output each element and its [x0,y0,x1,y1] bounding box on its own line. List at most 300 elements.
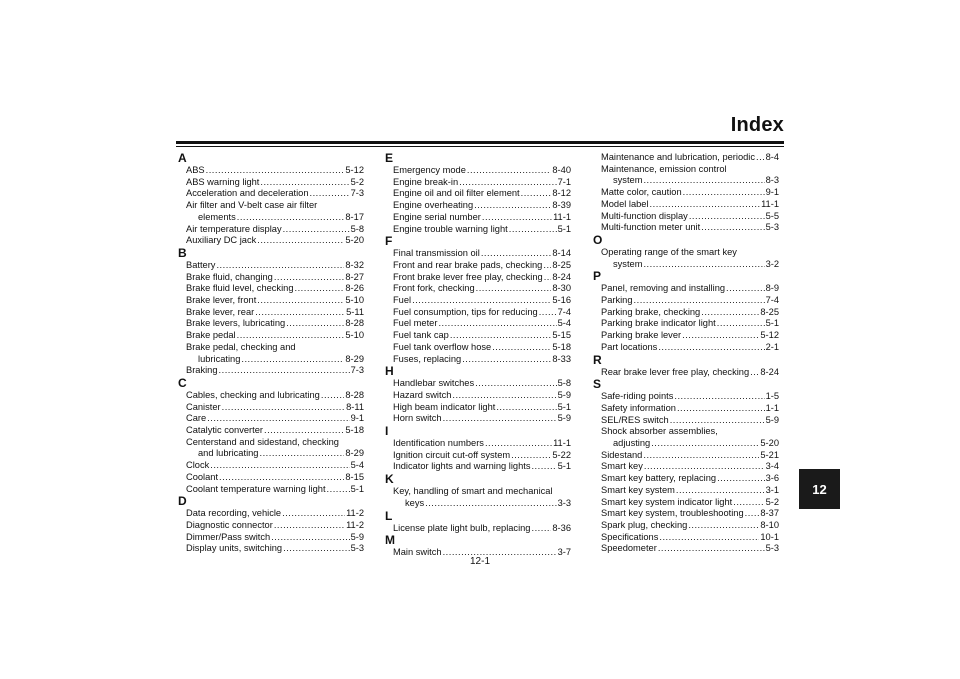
index-letter-heading: S [593,377,602,392]
index-entry-line [601,283,779,295]
index-entry-line [186,425,364,437]
dot-leader [658,342,764,354]
index-entry-text: Spark plug, checking [601,519,688,530]
dot-leader [286,318,344,330]
index-entry [593,247,779,270]
index-entry-line [601,342,779,354]
index-entry [593,152,779,164]
index-entry-line [601,391,779,403]
index-entry-text: Front and rear brake pads, checking [393,259,543,270]
index-entry-line [393,413,571,425]
index-entry-page[interactable]: 11-2 [346,508,364,519]
index-entry-text: Ignition circuit cut-off system [393,449,511,460]
index-entry-page[interactable]: 5-1 [557,461,571,472]
index-entry-text: Fuel meter [393,318,438,329]
index-entry-line [393,307,571,319]
index-entry-line [393,224,571,236]
index-entry-line [393,486,571,498]
index-entry-line [601,403,779,415]
dot-leader [634,295,765,307]
dot-leader [459,177,556,189]
index-entry-text: Auxiliary DC jack [186,235,257,246]
index-entry [593,283,779,295]
index-entry-text: adjusting [613,438,651,449]
index-entry-line [186,508,364,520]
index-entry-page[interactable]: 3-3 [557,497,571,508]
index-entry-text: Coolant [186,471,219,482]
index-entry-line [393,378,571,390]
index-entry-text: Data recording, vehicle [186,508,282,519]
dot-leader [237,212,345,224]
index-entry-text: Safety information [601,402,676,413]
dot-leader [237,330,345,342]
dot-leader [745,508,760,520]
index-entry-text: Horn switch [393,413,442,424]
index-entry-page[interactable]: 5-12 [345,165,364,175]
dot-leader [222,402,345,414]
index-entry-page[interactable]: 5-10 [345,330,364,341]
index-entry-page[interactable]: 5-9 [557,413,571,424]
index-entry [593,508,779,520]
dot-leader [412,295,551,307]
dot-leader [717,473,765,485]
dot-leader [474,200,551,212]
index-entry-line [601,175,779,187]
index-entry-line [186,212,364,224]
index-entry-text: Multi-function display [601,210,688,221]
index-entry-page[interactable]: 1-5 [765,391,779,402]
index-entry [178,295,364,307]
index-entry-line [601,532,779,544]
index-entry [178,330,364,342]
index-entry-text: Brake levers, lubricating [186,318,286,329]
index-letter-heading: K [385,472,394,487]
index-letter-heading: H [385,364,394,379]
dot-leader [750,367,759,379]
index-entry-text: Engine trouble warning light [393,223,508,234]
index-entry [178,390,364,402]
index-entry-page[interactable]: 5-5 [765,210,779,221]
index-entry-page[interactable]: 5-11 [346,306,364,317]
index-entry-text: Smart key system, troubleshooting [601,508,744,519]
index-entry [593,342,779,354]
index-entry-page[interactable]: 8-24 [552,271,571,282]
index-entry-page[interactable]: 5-4 [557,318,571,329]
dot-leader [726,283,765,295]
index-entry-page[interactable]: 5-10 [345,295,364,306]
dot-leader [531,461,556,473]
dot-leader [462,354,551,366]
index-entry-line [186,260,364,272]
index-entry [178,472,364,484]
dot-leader [539,307,557,319]
index-entry-page[interactable]: 8-27 [345,271,364,282]
index-entry-page[interactable]: 8-14 [552,248,571,259]
dot-leader [282,508,345,520]
index-letter-heading: B [178,245,187,260]
index-entry-text: Air filter and V-belt case air filter [186,200,318,211]
index-entry-page[interactable]: 11-2 [346,519,364,530]
index-entry-line [393,354,571,366]
index-entry [385,260,571,272]
index-entry-text: Parking brake lever [601,330,682,341]
dot-leader [733,497,764,509]
index-entry-line [393,402,571,414]
index-entry-text: SEL/RES switch [601,414,669,425]
index-entry [178,307,364,319]
index-entry-page[interactable]: 5-9 [765,414,779,425]
index-entry-page[interactable]: 5-3 [765,222,779,233]
index-entry-page[interactable]: 3-7 [557,547,571,558]
index-entry-line [393,283,571,295]
index-entry-page[interactable]: 9-1 [765,187,779,198]
index-entry-line [393,461,571,473]
dot-leader [450,330,552,342]
index-entry-page[interactable]: 7-1 [557,176,571,187]
index-entry [178,460,364,472]
index-letter-heading: M [385,533,395,548]
dot-leader [509,224,557,236]
index-entry-text: Panel, removing and installing [601,283,726,294]
dot-leader [676,485,765,497]
index-entry-line [186,342,364,354]
index-entry-page[interactable]: 10-1 [760,531,779,542]
dot-leader [206,165,345,177]
index-entry [593,391,779,403]
index-entry-page[interactable]: 8-28 [345,318,364,329]
index-entry [385,402,571,414]
dot-leader [650,199,761,211]
index-entry [385,450,571,462]
index-entry-line [601,307,779,319]
index-entry-line [186,390,364,402]
index-entry-page[interactable]: 3-6 [765,473,779,484]
dot-leader [482,212,552,224]
index-entry-page[interactable]: 8-36 [552,522,571,533]
index-entry [593,330,779,342]
index-entry-line [186,177,364,189]
index-entry-text: ABS [186,165,205,175]
index-entry [178,342,364,365]
index-entry-page[interactable]: 9-1 [350,413,364,424]
index-entry [385,413,571,425]
index-entry-page[interactable]: 5-3 [765,543,779,554]
index-entry-line [601,222,779,234]
index-entry [593,450,779,462]
index-entry [593,426,779,449]
index-entry-page[interactable]: 5-1 [765,318,779,329]
index-entry-line [601,543,779,555]
index-entry-line [186,365,364,377]
index-entry-text: Fuses, replacing [393,353,462,364]
index-letter-heading: D [178,494,187,509]
index-entry-text: ABS warning light [186,176,260,187]
index-entry-page[interactable]: 7-3 [350,365,364,376]
index-entry-page[interactable]: 5-1 [350,483,364,494]
index-entry-page[interactable]: 5-22 [552,449,571,460]
index-entry-line [601,247,779,259]
index-entry [593,164,779,187]
index-entry [593,211,779,223]
index-entry-line [601,318,779,330]
dot-leader [643,259,764,271]
dot-leader [283,224,350,236]
index-entry-text: Parking [601,295,633,306]
index-entry-line [601,295,779,307]
index-entry-text: Canister [186,401,221,412]
index-entry-page[interactable]: 1-1 [765,402,779,413]
index-entry [178,437,364,460]
index-entry-page[interactable]: 11-1 [553,438,571,449]
index-entry [178,413,364,425]
index-entry-page[interactable]: 5-8 [350,223,364,234]
dot-leader [717,318,765,330]
index-entry [593,520,779,532]
index-entry-text: keys [405,497,425,508]
index-entry [593,415,779,427]
dot-leader [264,425,344,437]
index-entry-page[interactable]: 7-3 [350,188,364,199]
index-entry [178,260,364,272]
index-entry-text: Battery [186,259,216,270]
index-entry-line [186,224,364,236]
index-entry-text: Coolant temperature warning light [186,483,326,494]
index-entry [178,532,364,544]
index-letter-heading: R [593,352,602,367]
dot-leader [241,354,344,366]
index-entry [385,461,571,473]
index-entry-line [601,330,779,342]
index-letter-heading: P [593,269,602,284]
index-entry-line [601,164,779,176]
index-entry-page[interactable]: 8-11 [346,401,364,412]
index-entry-page[interactable]: 8-32 [345,259,364,270]
index-entry-text: Brake pedal, checking and [186,341,296,352]
index-entry-page[interactable]: 8-28 [345,389,364,400]
index-entry [178,402,364,414]
index-entry-page[interactable]: 5-16 [552,295,571,306]
dot-leader [452,390,556,402]
index-entry-page[interactable]: 11-1 [761,198,779,209]
index-entry-text: Brake lever, rear [186,306,255,317]
index-entry-line [186,448,364,460]
dot-leader [219,472,344,484]
index-entry-text: Engine break-in [393,176,459,187]
dot-leader [643,175,764,187]
dot-leader [443,547,557,559]
dot-leader [425,498,556,510]
index-entry [178,224,364,236]
dot-leader [658,543,765,555]
index-entry [385,283,571,295]
index-entry-page[interactable]: 8-24 [760,366,779,377]
index-entry-page[interactable]: 11-1 [553,211,571,222]
index-entry-text: Safe-riding points [601,391,674,402]
index-entry [593,473,779,485]
index-entry-text: Front fork, checking [393,283,475,294]
index-entry-line [393,438,571,450]
index-entry-text: Dimmer/Pass switch [186,531,271,542]
index-entry-page[interactable]: 3-2 [765,258,779,269]
index-entry-line [601,485,779,497]
index-entry-text: Operating range of the smart key [601,246,737,257]
index-entry-text: Acceleration and deceleration [186,188,309,199]
index-entry-text: Maintenance and lubrication, periodic [601,152,756,162]
index-entry-page[interactable]: 8-39 [552,200,571,211]
index-entry [178,177,364,189]
index-entry-line [393,450,571,462]
dot-leader [670,415,765,427]
index-entry-page[interactable]: 8-25 [552,259,571,270]
index-entry-line [601,461,779,473]
dot-leader [207,413,349,425]
index-entry-text: Fuel tank overflow hose [393,341,492,352]
index-entry-line [393,188,571,200]
index-entry-line [393,200,571,212]
index-entry-line [601,508,779,520]
index-entry [178,235,364,247]
index-entry [178,520,364,532]
index-entry-page[interactable]: 8-29 [345,353,364,364]
index-entry-text: Parking brake indicator light [601,318,716,329]
dot-leader [476,283,552,295]
dot-leader [260,177,349,189]
index-entry-page[interactable]: 5-21 [760,449,779,460]
index-entry [593,318,779,330]
dot-leader [544,272,552,284]
index-entry-page[interactable]: 5-15 [552,330,571,341]
index-entry-text: lubricating [198,353,241,364]
index-entry [593,403,779,415]
index-entry-page[interactable]: 5-9 [557,389,571,400]
dot-leader [257,235,344,247]
dot-leader [531,523,551,535]
index-column-1 [178,152,364,555]
index-entry-page[interactable]: 8-26 [345,283,364,294]
index-entry-text: Emergency mode [393,165,466,175]
index-entry-line [186,484,364,496]
index-entry-page[interactable]: 8-17 [345,211,364,222]
index-entry-page[interactable]: 8-29 [345,448,364,459]
dot-leader [274,272,345,284]
index-entry-page[interactable]: 7-4 [557,306,571,317]
index-entry [385,342,571,354]
index-entry-line [186,283,364,295]
index-entry-page[interactable]: 5-12 [760,330,779,341]
index-entry-page[interactable]: 5-1 [557,223,571,234]
index-entry-text: Sidestand [601,449,643,460]
index-entry [385,272,571,284]
index-entry-page[interactable]: 5-3 [350,543,364,554]
index-entry [385,354,571,366]
index-entry-line [186,295,364,307]
index-letter-heading: F [385,234,393,249]
index-entry-text: Indicator lights and warning lights [393,461,531,472]
index-entry-text: Display units, switching [186,543,283,554]
index-entry-line [186,413,364,425]
index-entry-text: Shock absorber assemblies, [601,426,718,437]
index-entry-line [186,543,364,555]
index-entry [385,177,571,189]
index-letter-heading: A [178,151,187,165]
index-entry-page[interactable]: 5-8 [557,378,571,389]
index-entry-text: Matte color, caution [601,187,682,198]
index-entry-page[interactable]: 8-30 [552,283,571,294]
dot-leader [257,295,344,307]
index-entry-line [601,187,779,199]
index-entry-text: Smart key [601,461,643,472]
index-entry-page[interactable]: 5-2 [765,496,779,507]
header-rule-thin [176,146,784,147]
index-entry-text: Maintenance, emission control [601,163,727,174]
index-entry [385,523,571,535]
index-entry-page[interactable]: 8-37 [760,508,779,519]
index-entry-page[interactable]: 7-4 [765,295,779,306]
dot-leader [701,307,759,319]
index-entry-page[interactable]: 5-20 [760,438,779,449]
chapter-tab[interactable] [799,469,840,509]
index-entry-line [393,177,571,189]
index-entry-line [393,165,571,177]
index-entry-page[interactable]: 5-18 [345,425,364,436]
index-entry-page[interactable]: 5-4 [350,460,364,471]
index-entry-line [393,318,571,330]
index-entry-line [186,520,364,532]
index-entry-page[interactable]: 3-4 [765,461,779,472]
index-entry-text: Catalytic converter [186,425,263,436]
dot-leader [295,283,345,295]
index-entry-page[interactable]: 5-20 [345,235,364,246]
index-entry-page[interactable]: 8-10 [760,519,779,530]
index-entry-page[interactable]: 8-25 [760,306,779,317]
index-entry-text: Clock [186,460,210,471]
index-entry-page[interactable]: 5-2 [350,176,364,187]
index-entry-line [601,367,779,379]
index-entry-line [186,532,364,544]
index-entry-text: Specifications [601,531,659,542]
index-entry-page[interactable]: 3-1 [765,484,779,495]
index-entry-page[interactable]: 8-12 [552,188,571,199]
index-entry-page[interactable]: 8-33 [552,353,571,364]
index-entry-text: Engine oil and oil filter element [393,188,520,199]
index-entry-line [186,472,364,484]
index-entry-text: elements [198,211,236,222]
index-entry-text: Cables, checking and lubricating [186,389,320,400]
dot-leader [327,484,350,496]
index-entry-page[interactable]: 2-1 [765,341,779,352]
dot-leader [485,438,552,450]
index-entry-line [186,272,364,284]
index-entry-line [601,450,779,462]
index-entry [385,318,571,330]
index-entry-page[interactable]: 5-18 [552,341,571,352]
index-entry-page[interactable]: 8-4 [765,152,779,162]
index-entry-page[interactable]: 8-40 [552,165,571,175]
index-entry-page[interactable]: 8-3 [765,175,779,186]
index-entry-page[interactable]: 5-9 [350,531,364,542]
index-entry-page[interactable]: 8-9 [765,283,779,294]
dot-leader [682,330,759,342]
index-entry-page[interactable]: 5-1 [557,401,571,412]
index-letter-heading: L [385,508,393,523]
index-entry-text: Identification numbers [393,438,484,449]
index-entry [178,283,364,295]
dot-leader [283,543,349,555]
index-entry-line [393,498,571,510]
index-entry-line [393,295,571,307]
index-entry-page[interactable]: 8-15 [345,471,364,482]
page-number: 12-1 [469,556,490,567]
